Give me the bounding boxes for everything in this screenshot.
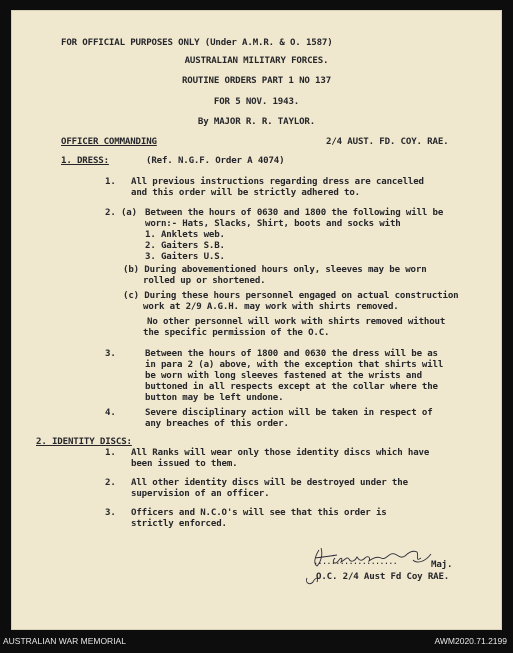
s1-para3-line3: be worn with long sleeves fastened at the wrists and (145, 371, 422, 381)
footer-institution: AUSTRALIAN WAR MEMORIAL (3, 636, 126, 646)
s2-para1-line1: All Ranks will wear only those identity discs which have (131, 448, 430, 458)
s1-para1-number: 1. (105, 177, 116, 187)
s1-para2-line2: worn:- Hats, Slacks, Shirt, boots and socks with (145, 219, 401, 229)
s1-para4-number: 4. (105, 408, 116, 418)
s1-para4-line1: Severe disciplinary action will be taken in respect of (145, 408, 433, 418)
s2-para2-number: 2. (105, 478, 116, 488)
s1-para2b-line1: (b) During abovementioned hours only, sleeves may be worn (123, 265, 427, 275)
s1-para3-number: 3. (105, 349, 116, 359)
section2-heading: 2. IDENTITY DISCS: (36, 437, 132, 447)
s1-para1-line2: and this order will be strictly adhered to. (131, 188, 360, 198)
s2-para1-number: 1. (105, 448, 116, 458)
section1-reference: (Ref. N.G.F. Order A 4074) (146, 156, 285, 166)
s1-para2-line3: 1. Anklets web. (145, 230, 225, 240)
header-line1: FOR OFFICIAL PURPOSES ONLY (Under A.M.R. & O. 1587) (61, 38, 333, 48)
s1-para2-line1: Between the hours of 0630 and 1800 the following will be (145, 208, 444, 218)
s2-para3-number: 3. (105, 508, 116, 518)
header-line5: By MAJOR R. R. TAYLOR. (197, 117, 316, 127)
header-line3: ROUTINE ORDERS PART 1 NO 137 (181, 76, 332, 86)
footer-accession-number: AWM2020.71.2199 (434, 636, 507, 646)
header-line2: AUSTRALIAN MILITARY FORCES. (184, 56, 329, 66)
s1-para3-line2: in para 2 (a) above, with the exception that shirts will (145, 360, 444, 370)
s1-para2b-line2: rolled up or shortened. (143, 276, 266, 286)
s1-para2c-line2: work at 2/9 A.G.H. may work with shirts removed. (143, 302, 399, 312)
s1-para3-line1: Between the hours of 1800 and 0630 the dress will be as (145, 349, 438, 359)
s1-para2-line5: 3. Gaiters U.S. (145, 252, 225, 262)
unit-name: 2/4 AUST. FD. COY. RAE. (326, 137, 449, 147)
s1-para3-line4: buttoned in all respects except at the collar where the (145, 382, 438, 392)
s1-para2d-line2: the specific permission of the O.C. (143, 328, 330, 338)
s2-para2-line2: supervision of an officer. (131, 489, 270, 499)
s2-para2-line1: All other identity discs will be destroyed under the (131, 478, 408, 488)
document-page (11, 10, 502, 630)
s1-para3-line5: button may be left undone. (145, 393, 284, 403)
section1-heading: 1. DRESS: (61, 156, 109, 166)
s1-para2-number: 2. (a) (105, 208, 137, 218)
s2-para1-line2: been issued to them. (131, 459, 238, 469)
header-line4: FOR 5 NOV. 1943. (213, 97, 300, 107)
signature-dotted-line: ................... (313, 557, 397, 567)
signatory-rank: Maj. (431, 560, 453, 570)
s2-para3-line1: Officers and N.C.O's will see that this order is (131, 508, 387, 518)
s1-para2d-line1: No other personnel will work with shirts removed without (147, 317, 446, 327)
officer-commanding-label: OFFICER COMMANDING (61, 137, 157, 147)
s2-para3-line2: strictly enforced. (131, 519, 227, 529)
s1-para1-line1: All previous instructions regarding dress are cancelled (131, 177, 424, 187)
s1-para4-line2: any breaches of this order. (145, 419, 289, 429)
s1-para2-line4: 2. Gaiters S.B. (145, 241, 225, 251)
signatory-title: O.C. 2/4 Aust Fd Coy RAE. (316, 572, 450, 582)
s1-para2c-line1: (c) During these hours personnel engaged on actual construction (123, 291, 459, 301)
